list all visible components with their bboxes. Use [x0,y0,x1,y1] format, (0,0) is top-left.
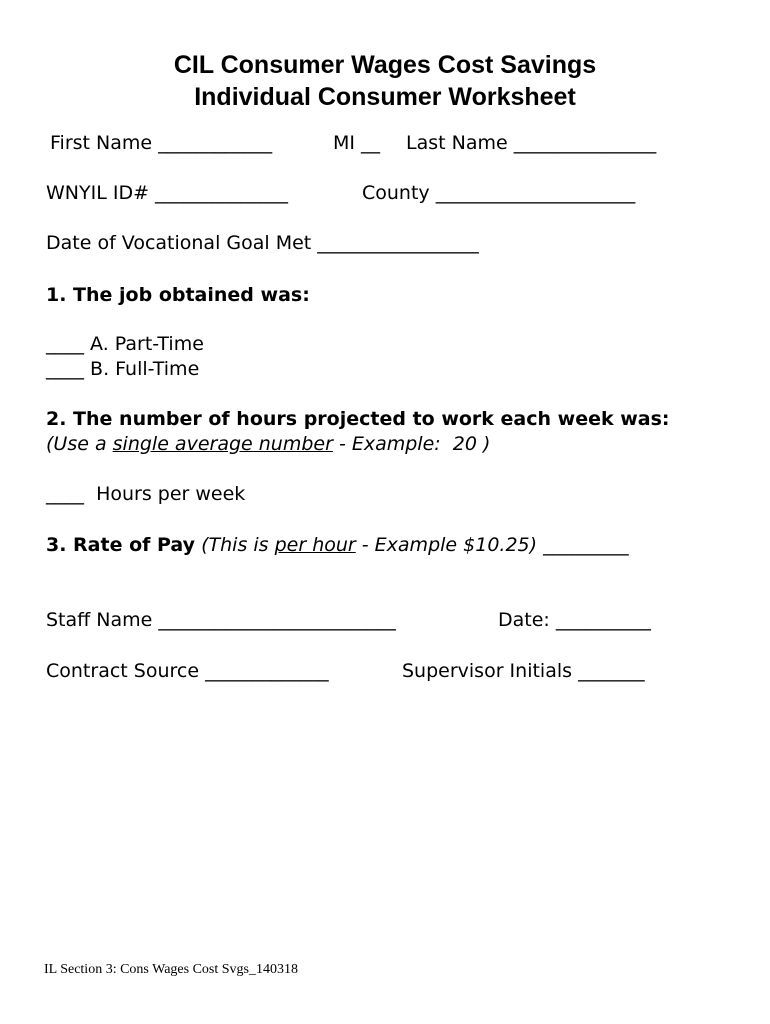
first-name-field[interactable]: First Name ____________ [50,132,273,154]
question-1-heading: 1. The job obtained was: [46,284,310,306]
date-field[interactable]: Date: __________ [498,609,651,631]
question-2-hint [46,432,490,456]
county-field[interactable]: County _____________________ [362,182,636,204]
hint-text: - Example: 20 ) [332,433,491,455]
title-line-2: Individual Consumer Worksheet [194,83,576,111]
hint-text: (This is [201,534,275,556]
rate-of-pay-field[interactable]: _________ [543,534,629,556]
hint-underlined-text: per hour [274,534,356,556]
contract-source-field[interactable]: Contract Source _____________ [46,660,329,682]
staff-name-field[interactable]: Staff Name _________________________ [46,609,396,631]
hint-underlined-text: single average number [112,433,333,455]
question-3-row [46,533,629,557]
hint-text: - Example $10.25) [355,534,538,556]
question-3-heading: 3. Rate of Pay [46,534,196,556]
mi-field[interactable]: MI __ [333,132,381,154]
wnyil-id-field[interactable]: WNYIL ID# ______________ [46,182,289,204]
question-2-heading: 2. The number of hours projected to work each week was: [46,408,670,430]
part-time-option[interactable]: ____ A. Part-Time [46,333,204,355]
title-line-1: CIL Consumer Wages Cost Savings [173,51,597,79]
supervisor-initials-field[interactable]: Supervisor Initials _______ [402,660,645,682]
hint-text: (Use a [46,433,113,455]
page-footer: IL Section 3: Cons Wages Cost Svgs_140318 [44,962,298,977]
question-3-hint [201,534,537,556]
vocational-goal-date-field[interactable]: Date of Vocational Goal Met _________________ [46,232,479,254]
full-time-option[interactable]: ____ B. Full-Time [46,358,200,380]
last-name-field[interactable]: Last Name _______________ [406,132,657,154]
hours-per-week-field[interactable]: ____ Hours per week [46,483,246,505]
